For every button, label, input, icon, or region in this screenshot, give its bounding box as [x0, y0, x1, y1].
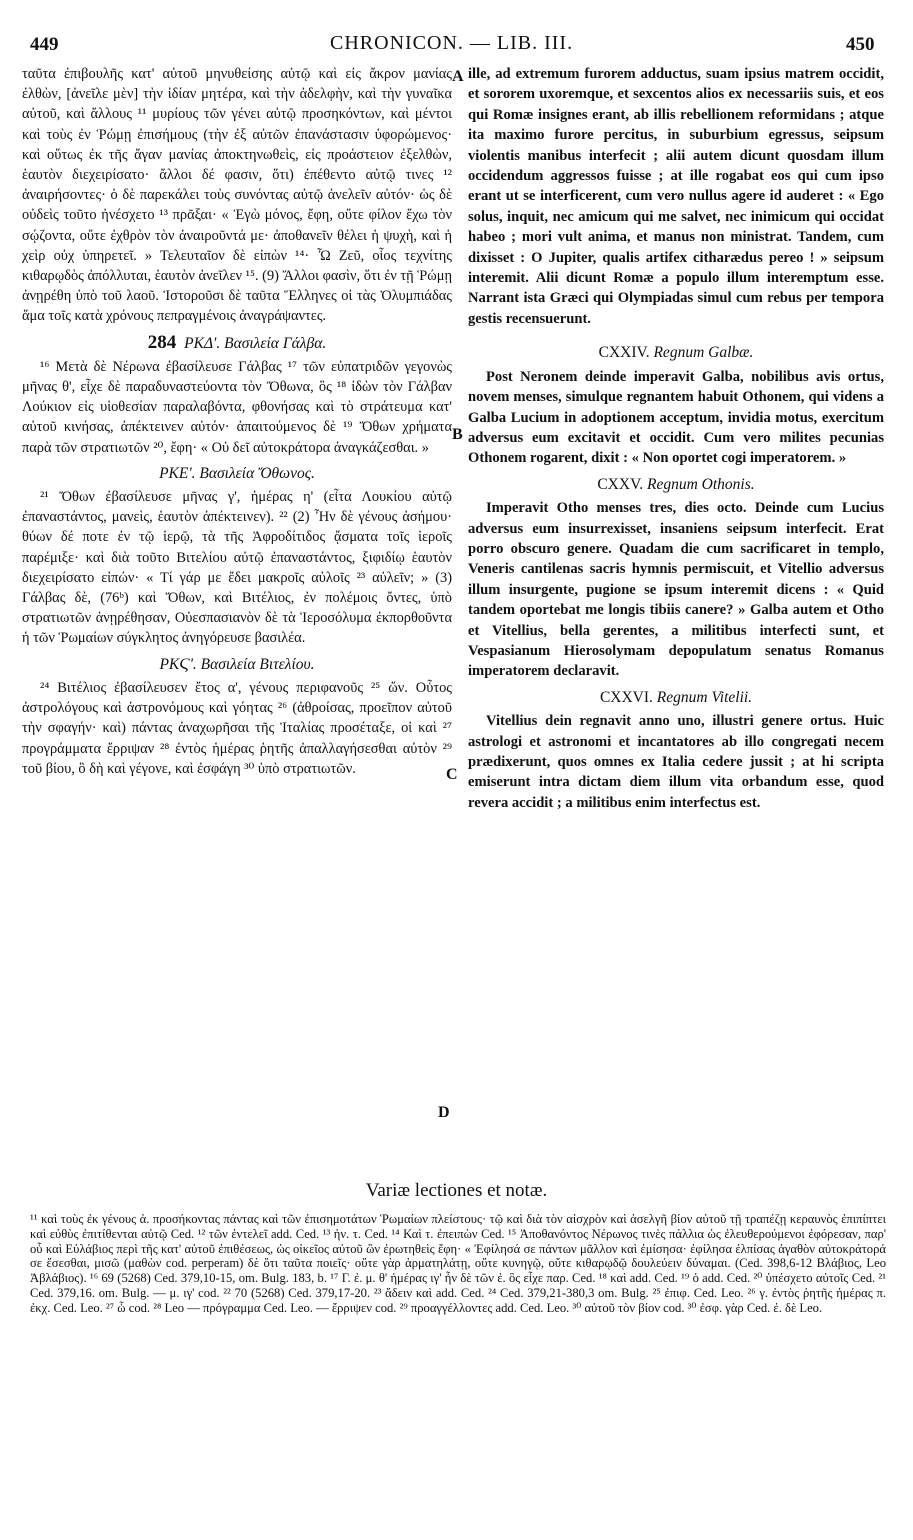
greek-section-number: 284: [147, 331, 177, 353]
latin-section-title: Regnum Othonis.: [647, 475, 755, 493]
notes-text: ¹¹ καὶ τοὺς ἐκ γένους ἀ. προσήκοντας πάντας καὶ τῶν ἐπισημοτάτων Ῥωμαίων πλείστους· τῷ καὶ διὰ τὸν αἰσχρὸν καὶ ἀσελγῆ βίον αὐτοῦ τῇ τραπέζῃ κεραυνὸς ἐπιπίπτει καὶ εὐθὺς ἐπιτίθενται αὐτῷ Ced. ¹² τῶν ἐντελεῖ add. Ced. ¹³ ἠν. τ. Ced. ¹⁴ Καὶ τ. ἐπειπὼν Ced. ¹⁵ Ἀποθανόντος Νέρωνος τινὲς πάλλια ὡς ἐλευθερούμενοι ἐφόρεσαν, παρ' οὗ καὶ Εὐλάβιος περὶ τῆς κατ' αὐτοῦ ἐπιθέσεως, ὡς οἰκεῖος αὐτοῦ ὢν ἐρωτηθεὶς ἔφη· « Ἐφίλησά σε πάντων μᾶλλον καὶ ἐμίσησα· ἐφίλησα ἐλπίσας ἀγαθὸν αὐτοκράτορά σε ἔσεσθαι, μισῶ (μαθὼν cod. perperam) δὲ ὅτι ταῦτα ποιεῖς· οὔτε γὰρ ἁρματηλάτῃ, οὔτε κυνηγῷ, οὔτε κιθαρῳδῷ δουλεύειν δύναμαι. (Ced. 398,6-12 Βλάβιος, Leo Ἀβλάβιος). ¹⁶ 69 (5268) Ced. 379,10-15, om. Bulg. 183, b. ¹⁷ Γ. ἐ. μ. θ' ἡμέρας ιγ' ἦν δὲ τῶν ἐ. ὃς εἶχε παρ. Ced. ¹⁸ καὶ add. Ced. ¹⁹ ὁ add. Ced. ²⁰ ὑπέσχετο αὐτοῖς Ced. ²¹ Ced. 379,16. om. Bulg. — μ. ιγ' cod. ²² 70 (5268) Ced. 379,17-20. ²³ ἄδειν καὶ add. Ced. ²⁴ Ced. 379,21-380,3 om. Bulg. ²⁵ ἐπιφ. Ced. Leo. ²⁶ γ. ἐντὸς ῥητῆς ἡμέρας π. ἐκχ. Ced. Leo. ²⁷ ὧ cod. ²⁸ Leo — πρόγραμμα Ced. Leo. — ἔρριψεν cod. ²⁹ προαγγέλλοντες add. Ced. Leo. ³⁰ αὐτοῦ τὸν βίον cod. ³⁰ ἐσφ. γὰρ Ced. ἐ. δὲ Leo.: [30, 1212, 886, 1315]
notes-block: [30, 1212, 886, 1316]
latin-paragraph-galba: Post Neronem deinde imperavit Galba, nobilibus avis ortus, novem menses, simulque regnantem habuit Othonem, qui videns a Galba Lucium in adoptionem acceptum, invidia motus, exercitum adversus eum excitavit et occidit. Cum vero milites pecunias Othonem rogarent, dixit : « Non oportet cogi imperatorem. »: [468, 368, 884, 467]
greek-paragraph-galba: ¹⁶ Μετὰ δὲ Νέρωνα ἐβασίλευσε Γάλβας ¹⁷ τῶν εὐπατριδῶν γεγονὼς μῆνας θ', εἶχε δὲ παραδυναστεύοντα τὸν Ὄθωνα, ὃς ¹⁸ ἰδὼν τὸν Γάλβαν Λούκιον εἰς υἱοθεσίαν παραλαβόντα, φθονήσας καὶ τὸ στράτευμα κατ' αὐτοῦ κινήσας, ἀπέκτεινεν αὐτόν· ἀπαιτούμενος δὲ ¹⁹ Ὄθων χρήματα παρὰ τῶν στρατιωτῶν ²⁰, ἔφη· « Οὐ δεῖ αὐτοκράτορα ἀναγκάζεσθαι. »: [22, 358, 452, 456]
greek-column: [22, 64, 452, 779]
latin-paragraph-otho: Imperavit Otho menses tres, dies octo. Deinde cum Lucius adversus eum insurrexisset, insaniens seipsum interfecit. Erat porro obscuro genere. Quadam die cum sacrificaret in templo, Veneris cantilenas sacris hymnis permiscuit, et Vitellio adversus illum insurgente, pugione se ipsum interemit dicens : « Quid tandem oportebat me longis tibiis canere? » Galba autem et Otho et Vitellius, bella gerentes, a militibus interfecti sunt, et Vespasianum Hierosolymam depopulatum senatus Romanus imperatorem declaravit.: [468, 500, 884, 680]
running-title: CHRONICON. — LIB. III.: [330, 32, 574, 54]
greek-paragraph-vitellius: ²⁴ Βιτέλιος ἐβασίλευσεν ἔτος α', γένους περιφανοῦς ²⁵ ὤν. Οὗτος ἀστρολόγους καὶ ἀστρονόμους καὶ γόητας ²⁶ (ἀθροίσας, προεῖπον αὐτοῦ τὴν σφαγήν· καὶ) πάντας ἀναχωρῆσαι τῆς Ἰταλίας προσέταξε, οἱ καὶ ²⁷ προγράμματα ἔρριψαν ²⁸ ἐντὸς ἡμέρας ῥητῆς ἀπαλλαγήσεσθαι αὐτὸν ²⁹ τοῦ βίου, ὃ δὴ καὶ γέγονε, καὶ ἐσφάγη ³⁰ ὑπὸ στρατιωτῶν.: [22, 679, 452, 777]
latin-section-heading-otho: [468, 475, 884, 495]
latin-section-number: CXXV.: [597, 475, 644, 493]
greek-section-title: ΡΚΔ'. Βασιλεία Γάλβα.: [184, 334, 327, 352]
greek-paragraph-intro: ταῦτα ἐπιβουλῆς κατ' αὐτοῦ μηνυθείσης αὐτῷ καὶ εἰς ἄκρον μανίας ἐλθὼν, [ἀνεῖλε μὲν] τὴν ἰδίαν μητέρα, καὶ τὴν ἀδελφὴν, καὶ τὴν γυναῖκα αὐτοῦ, καὶ ἄλλους ¹¹ μυρίους τῶν γένει αὐτῷ προσηκόντων, καὶ μέντοι καὶ τοὺς ἐν Ῥώμῃ ἐπισήμους (τὴν ἐξ αὐτῶν ἐπανάστασιν ὑφορώμενος· καὶ οὕτως ἐκ τῆς ἄγαν μανίας ἀποκτηνωθεὶς, εἰς προάστειον ἐξελθὼν, ἑαυτὸν διεχειρίσατο· ἄλλοι δέ φασιν, ὅτι) ἐπέθεντο αὐτῷ τινες ¹² ἀναιρήσοντες· ὁ δὲ παρεκάλει τοὺς συνόντας αὐτῷ ἀνελεῖν αὐτόν· ὡς δὲ οὐδεὶς τοῦτο ἠνέσχετο ¹³ πρᾶξαι· « Ἐγὼ μόνος, ἔφη, οὔτε φίλον ἔχω τὸν σῴζοντα, οὔτε ἐχθρὸν τὸν ἀναιροῦντά με· ἀποθανεῖν θέλει ἡ ψυχὴ, καὶ ἡ χεὶρ οὐχ ὑπηρετεῖ. » Τελευταῖον δὲ εἰπὼν ¹⁴· Ὦ Ζεῦ, οἷος τεχνίτης κιθαρῳδὸς ἀπόλλυται, ἑαυτὸν ἀνεῖλεν ¹⁵. (9) Ἄλλοι φασὶν, ὅτι ἐν τῇ Ῥώμῃ ἀνῃρέθη ὑπὸ τοῦ λαοῦ. Ἱστοροῦσι δὲ ταῦτα Ἕλληνες οἱ τὰς Ὀλυμπιάδας ἅμα τοῖς κατὰ χρόνους πεπραγμένοις ἀναγράψαντες.: [22, 66, 452, 325]
latin-paragraph-intro: ille, ad extremum furorem adductus, suam ipsius matrem occidit, et sororem uxoremque, et sexcentos alios ex necessariis suis, et eos qui Romæ insignes erant, ab illis rebellionem reformidans ; atque ita maximo furore percitus, in suburbium egressus, seipsum violentis manibus interfecit ; alii autem dicunt quosdam illum occidendum aggressos fuisse ; at ille rogabat eos qui cum ipso erant ut se interficerent, cum vero nullus agere id auderet : « Ego solus, inquit, nec amicum qui me salvet, nec inimicum qui occidat habeo ; mori vult anima, et manus non ministrat. Tandem, cum dixisset : O Jupiter, qualis artifex citharædus pereo ! » seipsum interemit. Alii dicunt Romæ a populo illum interemptum esse. Narrant ista Græci qui Olympiadas simul cum rebus per tempora gestis recensuerunt.: [468, 66, 884, 327]
margin-marker-d: D: [438, 1104, 450, 1121]
page-number-left: 449: [30, 34, 59, 55]
margin-marker-a: A: [452, 68, 464, 85]
latin-section-number: CXXVI.: [599, 688, 653, 706]
latin-section-number: CXXIV.: [598, 344, 650, 362]
greek-section-heading-galba: [22, 333, 452, 354]
notes-title: Variæ lectiones et notæ.: [365, 1180, 548, 1201]
latin-section-heading-vitellius: [468, 688, 884, 708]
latin-section-title: Regnum Vitelii.: [656, 688, 753, 706]
margin-marker-c: C: [446, 766, 458, 783]
greek-section-heading-vitellius: ΡΚϚ'. Βασιλεία Βιτελίου.: [159, 655, 315, 673]
greek-section-heading-otho: ΡΚΕ'. Βασιλεία Ὄθωνος.: [159, 464, 315, 482]
margin-marker-b: B: [452, 426, 463, 443]
page-number-right: 450: [846, 34, 875, 55]
latin-section-title: Regnum Galbæ.: [653, 344, 754, 362]
latin-section-heading-galba: [468, 343, 884, 363]
latin-column: [468, 64, 884, 813]
greek-paragraph-otho: ²¹ Ὄθων ἐβασίλευσε μῆνας γ', ἡμέρας η' (εἶτα Λουκίου αὐτῷ ἐπαναστάντος, μανεὶς, ἑαυτὸν ἀπέκτεινεν). ²² (2) Ἦν δὲ γένους ἀσήμου· θύων δέ ποτε ἐν τῷ ἱερῷ, τὰ τῆς Ἀφροδίτιδος ᾄσματα τοῖς ἱεροῖς παρέμιξε· καὶ διὰ τοῦτο Βιτελίου αὐτῷ ἐπαναστάντος, ξιφιδίῳ ἑαυτὸν διεχειρίσατο εἰπών· « Τί γάρ με ἔδει μακροῖς αὐλοῖς ²³ αὐλεῖν; » (3) Γάλβας δὲ, (76ᵇ) καὶ Ὄθων, καὶ Βιτέλιος, ἐν πολέμοις ὄντες, ὑπὸ στρατιωτῶν ἀνῃρέθησαν, Οὐεσπασιανὸν δὲ τὰ Ἱεροσόλυμα ἐκπορθοῦντα ἡ τῶν Ῥωμαίων σύγκλητος ἀνηγόρευσε βασιλέα.: [22, 489, 452, 647]
latin-paragraph-vitellius: Vitellius dein regnavit anno uno, illustri genere ortus. Huic astrologi et astronomi et incantatores ab illo congregati necem prædixerunt, quos omnes ex Italia cedere jussit ; at hi scripta emiserunt intra dictam diem illum vita orbandum esse, quod revera accidit ; a militibus enim interfectus est.: [468, 713, 884, 811]
running-header: [0, 30, 913, 60]
